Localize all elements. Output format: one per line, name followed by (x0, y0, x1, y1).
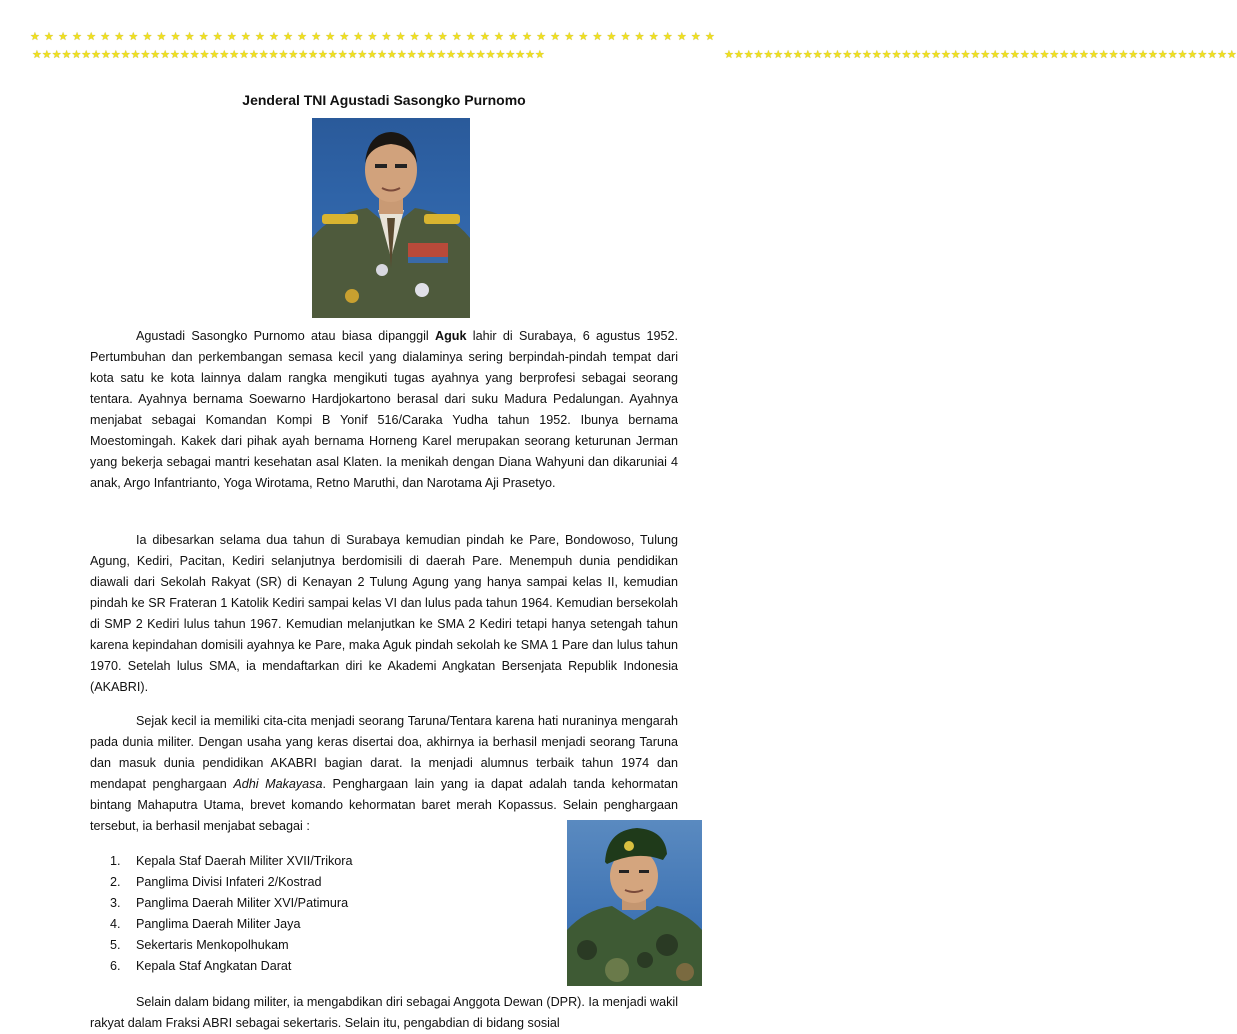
positions-list (110, 851, 550, 977)
star-border-right: ★★★★★★★★★★★★★★★★★★★★★★★★★★★★★★★★★★★★★★★★★★★★★★★★★★★★ (724, 49, 1237, 61)
portrait-combat-uniform (567, 820, 702, 986)
paragraph-biography-intro (90, 326, 678, 494)
list-item (110, 893, 550, 914)
paragraph-education: Ia dibesarkan selama dua tahun di Surabaya kemudian pindah ke Pare, Bondowoso, Tulung Agung, Kediri, Pacitan, Kediri selanjutnya berdomisili di daerah Pare. Menempuh dunia pendidikan diawali dari Sekolah Rakyat (SR) di Kenayan 2 Tulung Agung yang hanya sampai kelas II, kemudian pindah ke SR Frateran 1 Katolik Kediri sampai kelas VI dan lulus pada tahun 1964. Kemudian bersekolah di SMP 2 Kediri lulus tahun 1967. Kemudian melanjutkan ke SMA 2 Kediri tetapi hanya setengah tahun karena kepindahan domisili ayahnya ke Pare, maka Aguk pindah sekolah ke SMA 1 Pare dan lulus tahun 1970. Setelah lulus SMA, ia mendaftarkan diri ke Akademi Angkatan Bersenjata Republik Indonesia (AKABRI). (90, 533, 678, 694)
paragraph-military-career (90, 711, 678, 837)
list-item (110, 851, 550, 872)
star-border-left: ★★★★★★★★★★★★★★★★★★★★★★★★★★★★★★★★★★★★★★★★★★★★★★★★★★★★ (32, 49, 545, 61)
list-item-number: 2. (110, 875, 121, 889)
award-name-italic: Adhi Makayasa (233, 777, 323, 791)
nickname-bold: Aguk (435, 329, 467, 343)
paragraph-3-rest: . Penghargaan lain yang ia dapat adalah tanda kehormatan bintang Mahaputra Utama, brevet komando kehormatan baret merah Kopassus. Selain penghargaan tersebut, ia berhasil menjabat sebagai : (90, 777, 678, 833)
list-item (110, 935, 550, 956)
list-item-text: Panglima Divisi Infateri 2/Kostrad (136, 875, 322, 889)
list-item-number: 3. (110, 896, 121, 910)
list-item-number: 1. (110, 854, 121, 868)
list-item (110, 914, 550, 935)
portrait-dress-uniform-image (312, 118, 470, 318)
page-title: Jenderal TNI Agustadi Sasongko Purnomo (242, 92, 526, 108)
paragraph-dpr-service: Selain dalam bidang militer, ia mengabdikan diri sebagai Anggota Dewan (DPR). Ia menjadi wakil rakyat dalam Fraksi ABRI sebagai sekertaris. Selain itu, pengabdian di bidang sosial (90, 995, 678, 1030)
list-item-text: Panglima Daerah Militer Jaya (136, 917, 301, 931)
list-item-number: 6. (110, 959, 121, 973)
paragraph-1-rest: lahir di Surabaya, 6 agustus 1952. Pertumbuhan dan perkembangan semasa kecil yang dialaminya sering berpindah-pindah tempat dari kota satu ke kota lainnya dalam rangka mengikuti tugas ayahnya yang berprofesi sebagai seorang tentara. Ayahnya bernama Soewarno Hardjokartono berasal dari suku Madura Pedalungan. Ayahnya menjabat sebagai Komandan Kompi B Yonif 516/Caraka Yudha tahun 1952. Ibunya bernama Moestomingah. Kakek dari pihak ayah bernama Horneng Karel merupakan seorang keturunan Jerman yang bekerja sebagai mantri kesehatan asal Klaten. Ia menikah dengan Diana Wahyuni dan dikaruniai 4 anak, Argo Infantrianto, Yoga Wirotama, Retno Maruthi, dan Narotama Aji Prasetyo. (90, 329, 678, 490)
list-item-number: 4. (110, 917, 121, 931)
list-item-text: Panglima Daerah Militer XVI/Patimura (136, 896, 349, 910)
list-item (110, 872, 550, 893)
list-item-number: 5. (110, 938, 121, 952)
portrait-dress-uniform (312, 118, 470, 318)
paragraph-1-start: Agustadi Sasongko Purnomo atau biasa dipanggil (136, 329, 436, 343)
paragraph-3-start: Sejak kecil ia memiliki cita-cita menjadi seorang Taruna/Tentara karena hati nuraninya mengarah pada dunia militer. Dengan usaha yang keras disertai doa, akhirnya ia berhasil menjadi seorang Taruna dan masuk dunia pendidikan AKABRI bagian darat. Ia menjadi alumnus terbaik tahun 1974 dan mendapat penghargaan (90, 714, 678, 791)
list-item-text: Kepala Staf Angkatan Darat (136, 959, 292, 973)
portrait-combat-uniform-image (567, 820, 702, 986)
star-border-top: ★★★★★★★★★★★★★★★★★★★★★★★★★★★★★★★★★★★★★★★★★★★★★★★★★ (30, 31, 720, 43)
list-item-text: Kepala Staf Daerah Militer XVII/Trikora (136, 854, 353, 868)
list-item-text: Sekertaris Menkopolhukam (136, 938, 289, 952)
list-item (110, 956, 550, 977)
